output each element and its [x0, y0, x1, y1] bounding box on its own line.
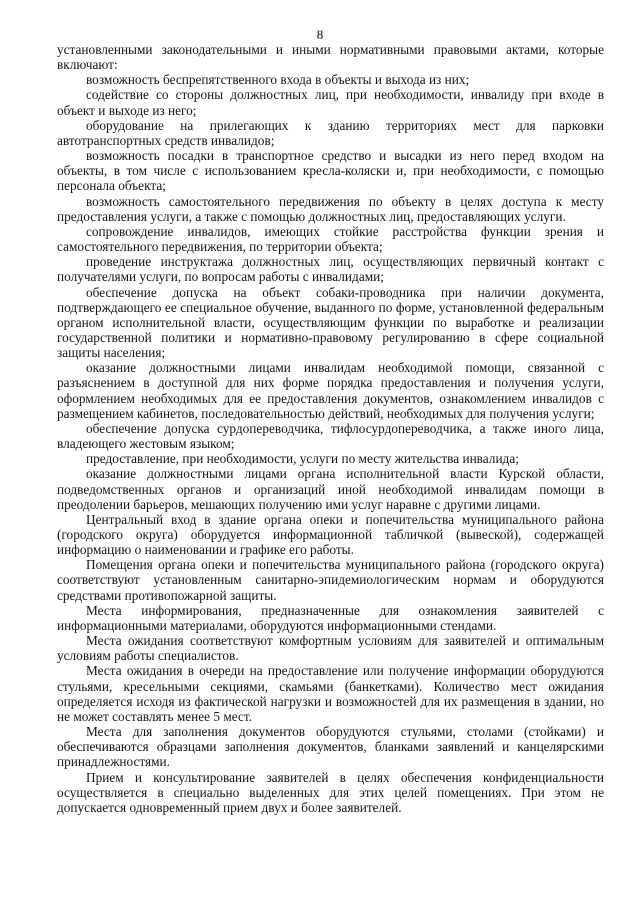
paragraph: возможность беспрепятственного входа в объекты и выхода из них;	[86, 72, 470, 88]
paragraph: содействие со стороны должностных лиц, при необходимости, инвалиду при входе в объект и выходе из него;	[57, 87, 604, 118]
paragraph: возможность посадки в транспортное средство и высадки из него перед входом на объекты, в том числе с использованием кресла-коляски и, при необходимости, с помощью персонала объекта;	[57, 148, 604, 194]
paragraph: Места для заполнения документов оборудуются стульями, столами (стойками) и обеспечиваются образцами заполнения документов, бланками заявлений и канцелярскими принадлежностями.	[57, 724, 604, 770]
page-number: 8	[316, 27, 324, 42]
paragraph: Центральный вход в здание органа опеки и попечительства муниципального района (городского округа) оборудуется информационной табличкой (вывеской), содержащей информацию о наименовании и графике его работы.	[57, 511, 604, 558]
paragraph: обеспечение допуска сурдопереводчика, тифлосурдопереводчика, а также иного лица, владеющего жестовым языком;	[57, 420, 604, 452]
paragraph: оборудование на прилегающих к зданию территориях мест для парковки автотранспортных средств инвалидов;	[57, 117, 604, 148]
paragraph: Помещения органа опеки и попечительства муниципального района (городского округа) соответствуют установленным санитарно-эпидемиологическим нормам и оборудуются средствами противопожарной защиты.	[57, 557, 604, 603]
paragraph: установленными законодательными и иными нормативными правовыми актами, которые включают:	[57, 42, 604, 73]
paragraph: оказание должностными лицами органа исполнительной власти Курской области, подведомственных органов и организаций иной необходимой инвалидам помощи в преодолении барьеров, мешающих получению ими услуг наравне с другими лицами.	[57, 466, 604, 512]
paragraph: сопровождение инвалидов, имеющих стойкие расстройства функции зрения и самостоятельного передвижения, по территории объекта;	[57, 223, 604, 255]
document-body	[57, 42, 604, 815]
paragraph: Места ожидания в очереди на предоставление или получение информации оборудуются стульями, кресельными секциями, скамьями (банкетками). Количество мест ожидания определяется исходя из фактической нагрузки и возможностей для их размещения в здании, но не может составлять менее 5 мест.	[57, 663, 604, 724]
paragraph: оказание должностными лицами инвалидам необходимой помощи, связанной с разъяснением в доступной для них форме порядка предоставления и получения услуги, оформлением необходимых для ее предоставления документов, ознакомлением инвалидов с размещением кабинетов, последовательностью действий, необходимых для получения услуги;	[57, 360, 604, 421]
paragraph: Места информирования, предназначенные для ознакомления заявителей с информационными материалами, оборудуются информационными стендами.	[57, 602, 604, 633]
paragraph: обеспечение допуска на объект собаки-проводника при наличии документа, подтверждающего ее специальное обучение, выданного по форме, установленной федеральным органом исполнительной власти, осуществляющим функции по выработке и реализации государственной политики и нормативно-правовому регулированию в сфере социальной защиты населения;	[57, 284, 604, 361]
paragraph: проведение инструктажа должностных лиц, осуществляющих первичный контакт с получателями услуги, по вопросам работы с инвалидами;	[57, 254, 604, 285]
paragraph: Прием и консультирование заявителей в целях обеспечения конфиденциальности осуществляется в специально выделенных для этих целей помещениях. При этом не допускается одновременный прием двух и более заявителей.	[57, 769, 604, 815]
paragraph: предоставление, при необходимости, услуги по месту жительства инвалида;	[86, 451, 519, 467]
paragraph: Места ожидания соответствуют комфортным условиям для заявителей и оптимальным условиям работы специалистов.	[57, 633, 604, 664]
paragraph: возможность самостоятельного передвижения по объекту в целях доступа к месту предоставления услуги, а также с помощью должностных лиц, предоставляющих услуги.	[57, 193, 604, 224]
